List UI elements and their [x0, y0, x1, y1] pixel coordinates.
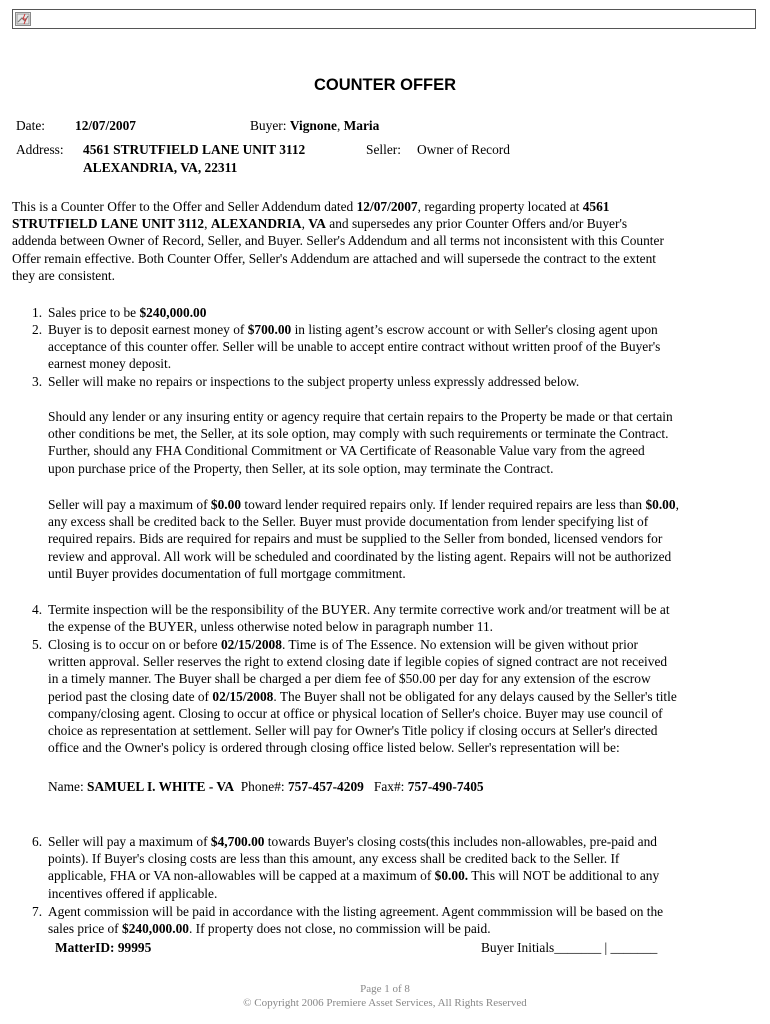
intro-text: This is a Counter Offer to the Offer and Seller Addendum dated: [12, 199, 357, 214]
intro-text: , regarding property located at: [417, 199, 583, 214]
initials-label: Buyer Initials: [481, 940, 555, 955]
buyer-initials: [481, 940, 657, 956]
date-label: Date:: [16, 118, 45, 133]
item-text: towards Buyer's closing costs(this includes non-allowables, pre-paid and: [264, 834, 657, 849]
earnest-money: $700.00: [247, 322, 292, 337]
paragraph-line: other conditions be met, the Seller, at its sole option, may comply with such requirements or terminate the Contract.: [48, 426, 669, 442]
matter-id: [55, 940, 151, 956]
item-line: Termite inspection will be the responsibility of the BUYER. Any termite corrective work and/or treatment will be at: [48, 602, 670, 617]
intro-date: 12/07/2007: [356, 199, 418, 214]
intro-line: they are consistent.: [12, 267, 115, 283]
paragraph-line: review and approval. All work will be scheduled and coordinated by the listing agent. Repairs will not be authorized: [48, 548, 672, 564]
item-line: Seller will make no repairs or inspections to the subject property unless expressly addressed below.: [48, 374, 580, 389]
copyright: © Copyright 2006 Premiere Asset Services, All Rights Reserved: [243, 997, 527, 1009]
document-title: COUNTER OFFER: [313, 76, 457, 94]
intro-paragraph: [12, 198, 757, 284]
item-number: 2.: [32, 322, 43, 337]
repair-max: $0.00: [210, 497, 242, 512]
rep-fax-label: Fax#:: [373, 779, 408, 794]
item-text: sales price of: [48, 921, 122, 937]
item-number: 6.: [32, 834, 43, 849]
item-line: acceptance of this counter offer. Seller will be unable to accept entire contract without written proof of the Buyer's: [48, 339, 661, 355]
item-text: applicable, FHA or VA non-allowables will be capped at a maximum of: [48, 868, 435, 884]
address-line2: ALEXANDRIA, VA, 22311: [83, 160, 238, 175]
rep-name: SAMUEL I. WHITE - VA: [87, 779, 235, 794]
item-line: points). If Buyer's closing costs are less than this amount, any excess shall be credited back to the Seller. If: [48, 851, 620, 867]
initials-blanks[interactable]: _______ | _______: [554, 940, 658, 955]
intro-city: ALEXANDRIA: [210, 216, 302, 232]
rep-phone-label: Phone#:: [240, 779, 288, 794]
address-line1: 4561 STRUTFIELD LANE UNIT 3112: [83, 142, 306, 157]
item-line: incentives offered if applicable.: [48, 885, 218, 901]
item-line: the expense of the BUYER, unless otherwise noted below in paragraph number 11.: [48, 619, 494, 635]
item-text: Closing is to occur on or before: [48, 637, 221, 652]
buyer-sep: ,: [336, 118, 341, 133]
matter-id-value: 99995: [117, 940, 152, 955]
item-line: choice as representation at settlement. Seller will pay for Owner's Title policy if closing occurs at Seller's directed: [48, 723, 658, 739]
item-number: 1.: [32, 305, 43, 320]
item-text: Buyer is to deposit earnest money of: [48, 322, 248, 337]
address-label: Address:: [16, 142, 64, 157]
rep-name-label: Name:: [48, 779, 88, 794]
matter-id-label: MatterID:: [55, 940, 118, 955]
item-number: 5.: [32, 637, 43, 652]
buyer-field: [250, 118, 379, 134]
item-number: 3.: [32, 374, 43, 389]
buyer-label: Buyer:: [250, 118, 287, 133]
item-text: . The Buyer shall not be obligated for any delays caused by the Seller's title: [273, 688, 677, 704]
repairs-paragraph: [48, 408, 757, 477]
rep-fax: 757-490-7405: [407, 779, 484, 794]
intro-line: Offer remain effective. Both Counter Offer, Seller's Addendum are attached and will supersede the contract to the extent: [12, 250, 657, 266]
item-line: Agent commission will be paid in accordance with the listing agreement. Agent commmission will be based on the: [48, 904, 664, 919]
paragraph-line: Further, should any FHA Conditional Commitment or VA Certificate of Reasonable Value vary from the agreed: [48, 443, 645, 459]
seller-value: Owner of Record: [417, 142, 510, 157]
paragraph-line: until Buyer provides documentation of full mortgage commitment.: [48, 565, 406, 581]
item-text: . If property does not close, no commission will be paid.: [188, 921, 491, 937]
item-text: in listing agent’s escrow account or with Seller's closing agent upon: [291, 322, 658, 337]
non-allowables-cap: $0.00.: [434, 868, 469, 884]
intro-address: STRUTFIELD LANE UNIT 3112: [12, 216, 205, 232]
seller-label: Seller:: [366, 142, 401, 157]
intro-text: and supersedes any prior Counter Offers and/or Buyer's: [325, 216, 628, 232]
paragraph-line: Should any lender or any insuring entity or agency require that certain repairs to the Property be made or that certain: [48, 409, 673, 424]
intro-text: ,: [204, 216, 211, 232]
item-text: Seller will pay a maximum of: [48, 834, 211, 849]
closing-cost-max: $4,700.00: [210, 834, 265, 849]
sales-price: $240,000.00: [139, 305, 207, 320]
paragraph-text: ,: [675, 497, 679, 512]
intro-line: addenda between Owner of Record, Seller, and Buyer. Seller's Addendum and all terms not inconsistent with this Counter: [12, 233, 664, 249]
item-text: Sales price to be: [48, 305, 140, 320]
rep-phone: 757-457-4209: [287, 779, 364, 794]
buyer-first: Maria: [343, 118, 380, 133]
broken-image-icon: [15, 12, 31, 26]
paragraph-line: upon purchase price of the Property, then Seller, at its sole option, may terminate the Contract.: [48, 460, 554, 476]
item-text: . Time is of The Essence. No extension will be given without prior: [281, 637, 639, 652]
top-frame: [12, 9, 756, 29]
page-number: Page 1 of 8: [360, 983, 410, 995]
lender-repairs-paragraph: [48, 496, 757, 582]
paragraph-text: toward lender required repairs only. If lender required repairs are less than: [241, 497, 646, 512]
seller-representation: [48, 779, 484, 795]
intro-state: VA: [308, 216, 326, 232]
repair-threshold: $0.00: [645, 497, 676, 512]
item-number: 7.: [32, 904, 43, 919]
paragraph-line: required repairs. Bids are required for repairs and must be supplied to the Seller from bonded, licensed vendors for: [48, 531, 663, 547]
item-text: period past the closing date of: [48, 688, 213, 704]
intro-text: ,: [301, 216, 309, 232]
closing-date: 02/15/2008: [220, 637, 282, 652]
item-line: earnest money deposit.: [48, 356, 172, 372]
paragraph-text: Seller will pay a maximum of: [48, 497, 211, 512]
item-line: in a timely manner. The Buyer shall be charged a per diem fee of $50.00 per day for any extension of the escrow: [48, 671, 651, 687]
item-line: written approval. Seller reserves the right to extend closing date if legible copies of signed contract are not received: [48, 654, 668, 670]
buyer-last: Vignone: [289, 118, 337, 133]
item-line: company/closing agent. Closing to occur at office or physical location of Seller's choice. Buyer may use council of: [48, 705, 663, 721]
item-line: office and the Owner's policy is ordered through closing office listed below. Seller's representation will be:: [48, 740, 620, 756]
paragraph-line: any excess shall be credited back to the Seller. Buyer must provide documentation from lender specifying list of: [48, 514, 649, 530]
date-value: 12/07/2007: [75, 118, 137, 133]
commission-price: $240,000.00: [122, 921, 189, 937]
item-text: This will NOT be additional to any: [468, 868, 660, 884]
closing-date: 02/15/2008: [212, 688, 274, 704]
intro-address: 4561: [582, 199, 610, 214]
item-number: 4.: [32, 602, 43, 617]
